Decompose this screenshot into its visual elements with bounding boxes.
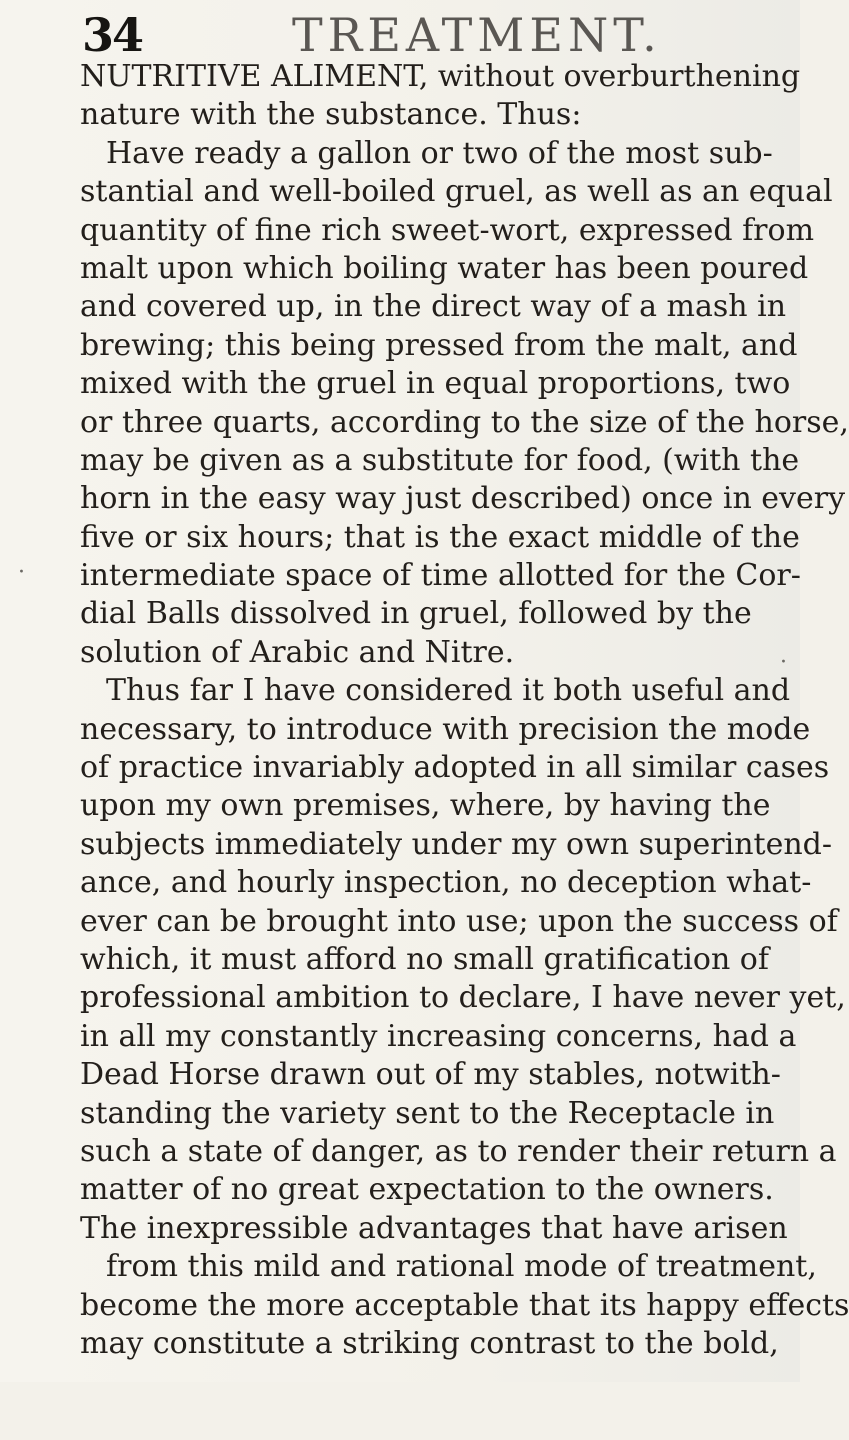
text-line: such a state of danger, as to render their return a [80, 1133, 837, 1169]
text-line: may constitute a striking contrast to the bold, [80, 1325, 779, 1361]
text-line: of practice invariably adopted in all similar cases [80, 750, 830, 786]
text-line: necessary, to introduce with precision the mode [80, 711, 811, 747]
text-line: stantial and well-boiled gruel, as well as an equal [80, 174, 833, 210]
page-header [82, 8, 742, 64]
margin-mark: · [780, 650, 787, 675]
text-line: upon my own premises, where, by having the [80, 788, 771, 824]
text-line: ance, and hourly inspection, no deception what- [80, 865, 812, 901]
text-line: ever can be brought into use; upon the success of [80, 903, 838, 939]
text-line: quantity of fine rich sweet-wort, expressed from [80, 212, 815, 248]
text-line: dial Balls dissolved in gruel, followed by the [80, 596, 752, 632]
text-line: five or six hours; that is the exact middle of the [80, 519, 800, 555]
text-line: subjects immediately under my own superintend- [80, 826, 832, 862]
text-line: matter of no great expectation to the owners. [80, 1172, 774, 1208]
text-line: or three quarts, according to the size of the horse, [80, 404, 849, 440]
text-line [80, 1402, 770, 1440]
text-line: nature with the substance. Thus: [80, 97, 582, 133]
page-number: 34 [82, 8, 143, 62]
text-line: intermediate space of time allotted for the Cor- [80, 558, 801, 594]
text-line: and covered up, in the direct way of a mash in [80, 289, 787, 325]
text-line: which, it must afford no small gratification of [80, 941, 769, 977]
text-line: standing the variety sent to the Receptacle in [80, 1095, 775, 1131]
text-line: brewing; this being pressed from the malt, and [80, 327, 798, 363]
page-body [80, 58, 849, 1440]
text-line: malt upon which boiling water has been poured [80, 250, 809, 286]
text-line: solution of Arabic and Nitre. [80, 634, 515, 670]
text-line: may be given as a substitute for food, (with the [80, 442, 800, 478]
text-line: horn in the easy way just described) once in every [80, 481, 846, 517]
text-line: Have ready a gallon or two of the most sub- [106, 135, 773, 171]
text-line: The inexpressible advantages that have arisen [80, 1210, 788, 1246]
margin-mark: · [18, 560, 25, 585]
text-line: from this mild and rational mode of treatment, [106, 1249, 817, 1285]
text-line [80, 1363, 770, 1401]
text-line: NUTRITIVE ALIMENT, without overburthening [80, 59, 801, 94]
text-line: mixed with the gruel in equal proportions, two [80, 366, 791, 402]
text-line: professional ambition to declare, I have never yet, [80, 980, 846, 1016]
running-head: TREATMENT. [292, 8, 662, 62]
text-line: Dead Horse drawn out of my stables, notwith- [80, 1057, 781, 1093]
text-line: Thus far I have considered it both useful and [106, 673, 791, 709]
text-line: become the more acceptable that its happy effects [80, 1287, 849, 1323]
text-line: in all my constantly increasing concerns, had a [80, 1018, 797, 1054]
